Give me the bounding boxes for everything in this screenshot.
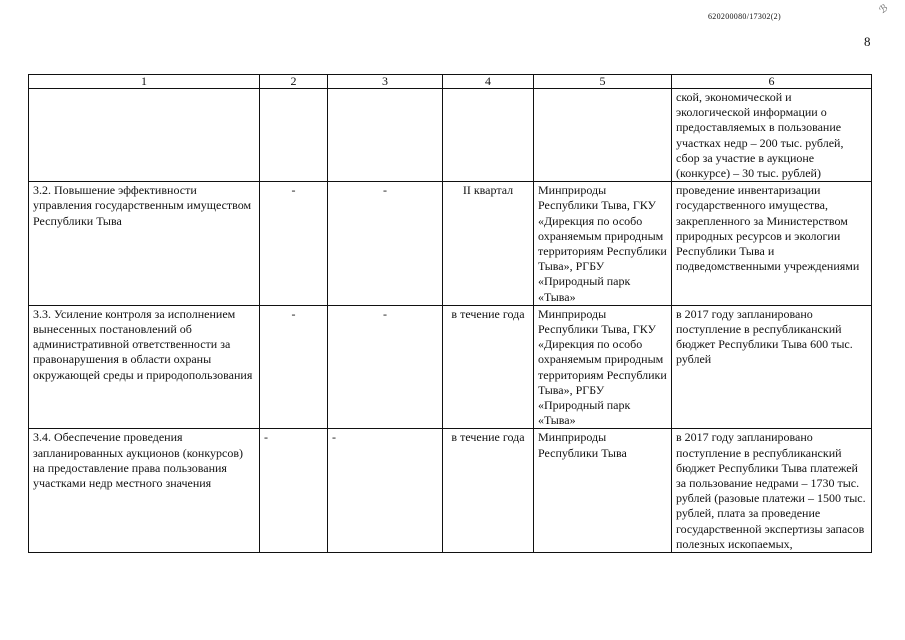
column-header-2: 2 [260, 75, 328, 89]
cell-col3: - [328, 305, 443, 429]
column-header-3: 3 [328, 75, 443, 89]
task-cell: 3.4. Обеспечение проведения запланированных аукционов (конкурсов) на предоставление права пользования участками недр местного значения [29, 429, 260, 553]
task-cell: 3.2. Повышение эффективности управления государственным имуществом Республики Тыва [29, 182, 260, 306]
corner-handwritten-mark: ℬ [877, 2, 891, 17]
page-number: 8 [864, 34, 871, 49]
column-header-5: 5 [534, 75, 672, 89]
document-number: 620200080/17302(2) [708, 12, 781, 21]
deadline-cell: II квартал [443, 182, 534, 306]
cell-col3: - [328, 182, 443, 306]
cell-col2: - [260, 429, 328, 553]
continuation-text: ской, экономической и экологической информации о предоставляемых в пользование участках недр – 200 тыс. рублей, сбор за участие в аукционе (конкурсе) – 30 тыс. рублей) [672, 89, 872, 182]
plan-table [28, 74, 872, 553]
responsible-cell: Минприроды Республики Тыва, ГКУ «Дирекция по особо охраняемым природным территориям Республики Тыва», РГБУ «Природный парк «Тыва» [534, 305, 672, 429]
deadline-cell: в течение года [443, 429, 534, 553]
cell-col2: - [260, 182, 328, 306]
result-cell: проведение инвентаризации государственного имущества, закрепленного за Министерством природных ресурсов и экологии Республики Тыва и подведомственными учреждениями [672, 182, 872, 306]
column-header-4: 4 [443, 75, 534, 89]
task-cell: 3.3. Усиление контроля за исполнением вынесенных постановлений об административной ответственности за правонарушения в области охраны окружающей среды и природопользования [29, 305, 260, 429]
table-row-continuation [29, 89, 872, 182]
table-header-row [29, 75, 872, 89]
cell-col3: - [328, 429, 443, 553]
cell-col2: - [260, 305, 328, 429]
deadline-cell: в течение года [443, 305, 534, 429]
table-row [29, 429, 872, 553]
table-row [29, 182, 872, 306]
column-header-1: 1 [29, 75, 260, 89]
result-cell: в 2017 году запланировано поступление в республиканский бюджет Республики Тыва 600 тыс. рублей [672, 305, 872, 429]
result-cell: в 2017 году запланировано поступление в республиканский бюджет Республики Тыва платежей за пользование недрами – 1730 тыс. рублей (разовые платежи – 1500 тыс. рублей, плата за проведение государственной экспертизы запасов полезных ископаемых, [672, 429, 872, 553]
column-header-6: 6 [672, 75, 872, 89]
responsible-cell: Минприроды Республики Тыва [534, 429, 672, 553]
table-row [29, 305, 872, 429]
responsible-cell: Минприроды Республики Тыва, ГКУ «Дирекция по особо охраняемым природным территориям Республики Тыва», РГБУ «Природный парк «Тыва» [534, 182, 672, 306]
